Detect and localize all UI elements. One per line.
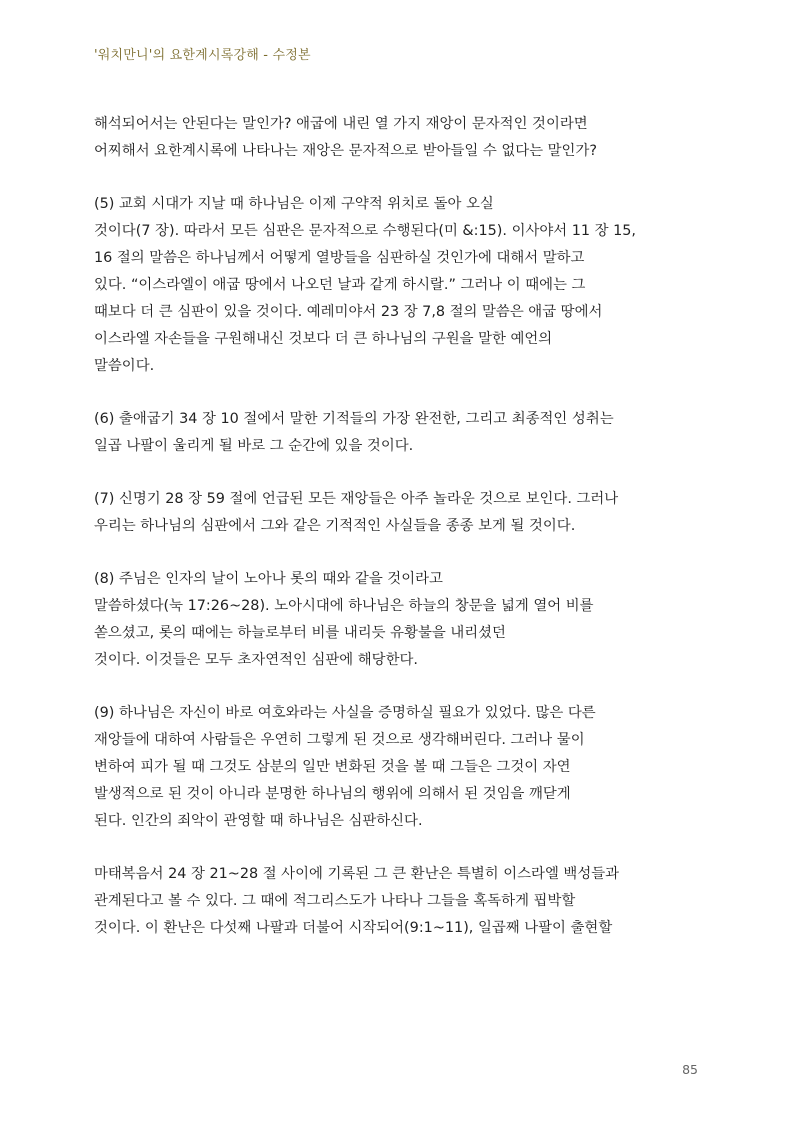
text-line: 쏟으셨고, 롯의 때에는 하늘로부터 비를 내리듯 유황불을 내리셨던 bbox=[94, 625, 506, 641]
text-line: 재앙들에 대하여 사람들은 우연히 그렇게 된 것으로 생각해버린다. 그러나 물이 bbox=[94, 732, 585, 748]
page-number: 85 bbox=[682, 1062, 698, 1077]
text-line: 16 절의 말씀은 하나님께서 어떻게 열방들을 심판하실 것인가에 대해서 말하고 bbox=[94, 250, 585, 266]
paragraph-1 bbox=[94, 111, 699, 165]
text-line: 것이다. 이 환난은 다섯째 나팔과 더불어 시작되어(9:1~11), 일곱째 나팔이 출현할 bbox=[94, 920, 613, 936]
text-line: 있다. “이스라엘이 애굽 땅에서 나오던 날과 같게 하시랄.” 그러나 이 때에는 그 bbox=[94, 277, 586, 293]
text-line: 이스라엘 자손들을 구원해내신 것보다 더 큰 하나님의 구원을 말한 예언의 bbox=[94, 331, 553, 347]
text-line: 것이다(7 장). 따라서 모든 심판은 문자적으로 수행된다(미 &:15). 이사야서 11 장 15, bbox=[94, 223, 636, 239]
text-line: 관계된다고 볼 수 있다. 그 때에 적그리스도가 나타나 그들을 혹독하게 핍박할 bbox=[94, 893, 576, 909]
text-line: 말씀이다. bbox=[94, 358, 155, 374]
text-line: (7) 신명기 28 장 59 절에 언급된 모든 재앙들은 아주 놀라운 것으로 보인다. 그러나 bbox=[94, 491, 619, 507]
paragraph-5 bbox=[94, 566, 699, 674]
paragraph-2 bbox=[94, 191, 699, 380]
text-line: 일곱 나팔이 울리게 될 바로 그 순간에 있을 것이다. bbox=[94, 438, 414, 454]
text-line: 것이다. 이것들은 모두 초자연적인 심판에 해당한다. bbox=[94, 652, 418, 668]
body-text bbox=[94, 111, 699, 968]
text-line: 된다. 인간의 죄악이 관영할 때 하나님은 심판하신다. bbox=[94, 813, 423, 829]
paragraph-4 bbox=[94, 486, 699, 540]
text-line: (8) 주님은 인자의 날이 노아나 롯의 때와 같을 것이라고 bbox=[94, 571, 443, 587]
text-line: 우리는 하나님의 심판에서 그와 같은 기적적인 사실들을 종종 보게 될 것이다. bbox=[94, 518, 576, 534]
text-line: 변하여 피가 될 때 그것도 삼분의 일만 변화된 것을 볼 때 그들은 그것이 자연 bbox=[94, 759, 571, 775]
text-line: (9) 하나님은 자신이 바로 여호와라는 사실을 증명하실 필요가 있었다. 많은 다른 bbox=[94, 705, 596, 721]
paragraph-6 bbox=[94, 700, 699, 835]
text-line: 해석되어서는 안된다는 말인가? 애굽에 내린 열 가지 재앙이 문자적인 것이라면 bbox=[94, 116, 588, 132]
paragraph-3 bbox=[94, 406, 699, 460]
text-line: 때보다 더 큰 심판이 있을 것이다. 예레미야서 23 장 7,8 절의 말씀은 애굽 땅에서 bbox=[94, 304, 603, 320]
paragraph-7 bbox=[94, 861, 699, 942]
text-line: (5) 교회 시대가 지날 때 하나님은 이제 구약적 위치로 돌아 오실 bbox=[94, 196, 494, 212]
text-line: 어찌해서 요한계시록에 나타나는 재앙은 문자적으로 받아들일 수 없다는 말인가? bbox=[94, 143, 597, 159]
text-line: (6) 출애굽기 34 장 10 절에서 말한 기적들의 가장 완전한, 그리고 최종적인 성취는 bbox=[94, 411, 614, 427]
text-line: 말씀하셨다(눅 17:26~28). 노아시대에 하나님은 하늘의 창문을 넓게 열어 비를 bbox=[94, 598, 594, 614]
running-header: '워치만니'의 요한계시록강해 - 수정본 bbox=[94, 48, 311, 63]
text-line: 발생적으로 된 것이 아니라 분명한 하나님의 행위에 의해서 된 것임을 깨닫게 bbox=[94, 786, 571, 802]
text-line: 마태복음서 24 장 21~28 절 사이에 기록된 그 큰 환난은 특별히 이스라엘 백성들과 bbox=[94, 866, 620, 882]
